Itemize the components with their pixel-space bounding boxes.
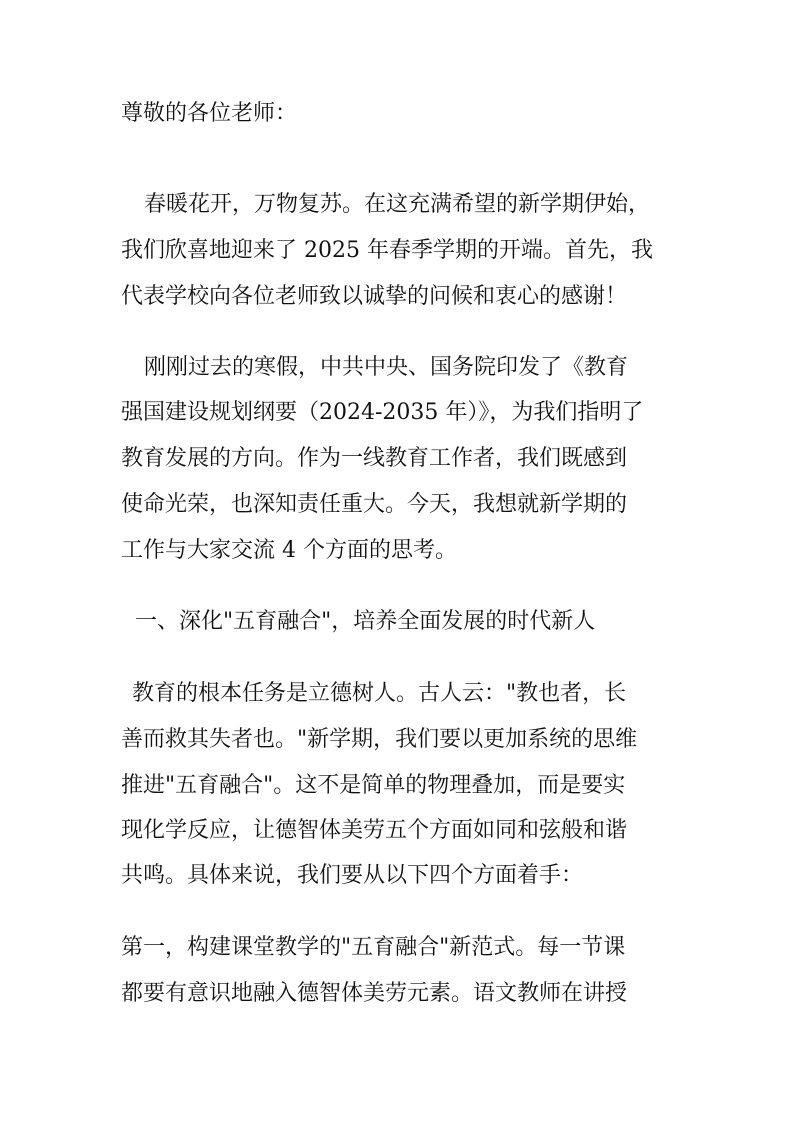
paragraph-3-line-5: 共鸣。具体来说，我们要从以下四个方面着手： bbox=[121, 863, 584, 888]
paragraph-4-line-2: 都要有意识地融入德智体美劳元素。语文教师在讲授 bbox=[121, 981, 628, 1006]
paragraph-1-line-2: 我们欣喜地迎来了 2025 年春季学期的开端。首先，我 bbox=[121, 238, 653, 263]
paragraph-3-line-2: 善而救其失者也。"新学期，我们要以更加系统的思维 bbox=[121, 727, 638, 752]
salutation: 尊敬的各位老师： bbox=[121, 101, 298, 126]
paragraph-2-line-4: 使命光荣，也深知责任重大。今天，我想就新学期的 bbox=[121, 492, 628, 517]
paragraph-1-line-3: 代表学校向各位老师致以诚挚的问候和衷心的感谢！ bbox=[121, 284, 628, 309]
paragraph-2-line-1: 刚刚过去的寒假，中共中央、国务院印发了《教育 bbox=[144, 355, 629, 380]
paragraph-3-line-3: 推进"五育融合"。这不是简单的物理叠加，而是要实 bbox=[121, 773, 626, 798]
paragraph-4-line-1: 第一，构建课堂教学的"五育融合"新范式。每一节课 bbox=[121, 935, 626, 960]
paragraph-2-line-3: 教育发展的方向。作为一线教育工作者，我们既感到 bbox=[121, 446, 628, 471]
paragraph-3-line-1: 教育的根本任务是立德树人。古人云："教也者，长 bbox=[132, 681, 627, 706]
paragraph-1-line-1: 春暖花开，万物复苏。在这充满希望的新学期伊始， bbox=[144, 192, 651, 217]
section-heading-1: 一、深化"五育融合"，培养全面发展的时代新人 bbox=[135, 609, 596, 634]
paragraph-3-line-4: 现化学反应，让德智体美劳五个方面如同和弦般和谐 bbox=[121, 818, 628, 843]
paragraph-2-line-5: 工作与大家交流 4 个方面的思考。 bbox=[121, 538, 457, 563]
paragraph-2-line-2: 强国建设规划纲要（2024-2035 年）》，为我们指明了 bbox=[121, 400, 644, 425]
